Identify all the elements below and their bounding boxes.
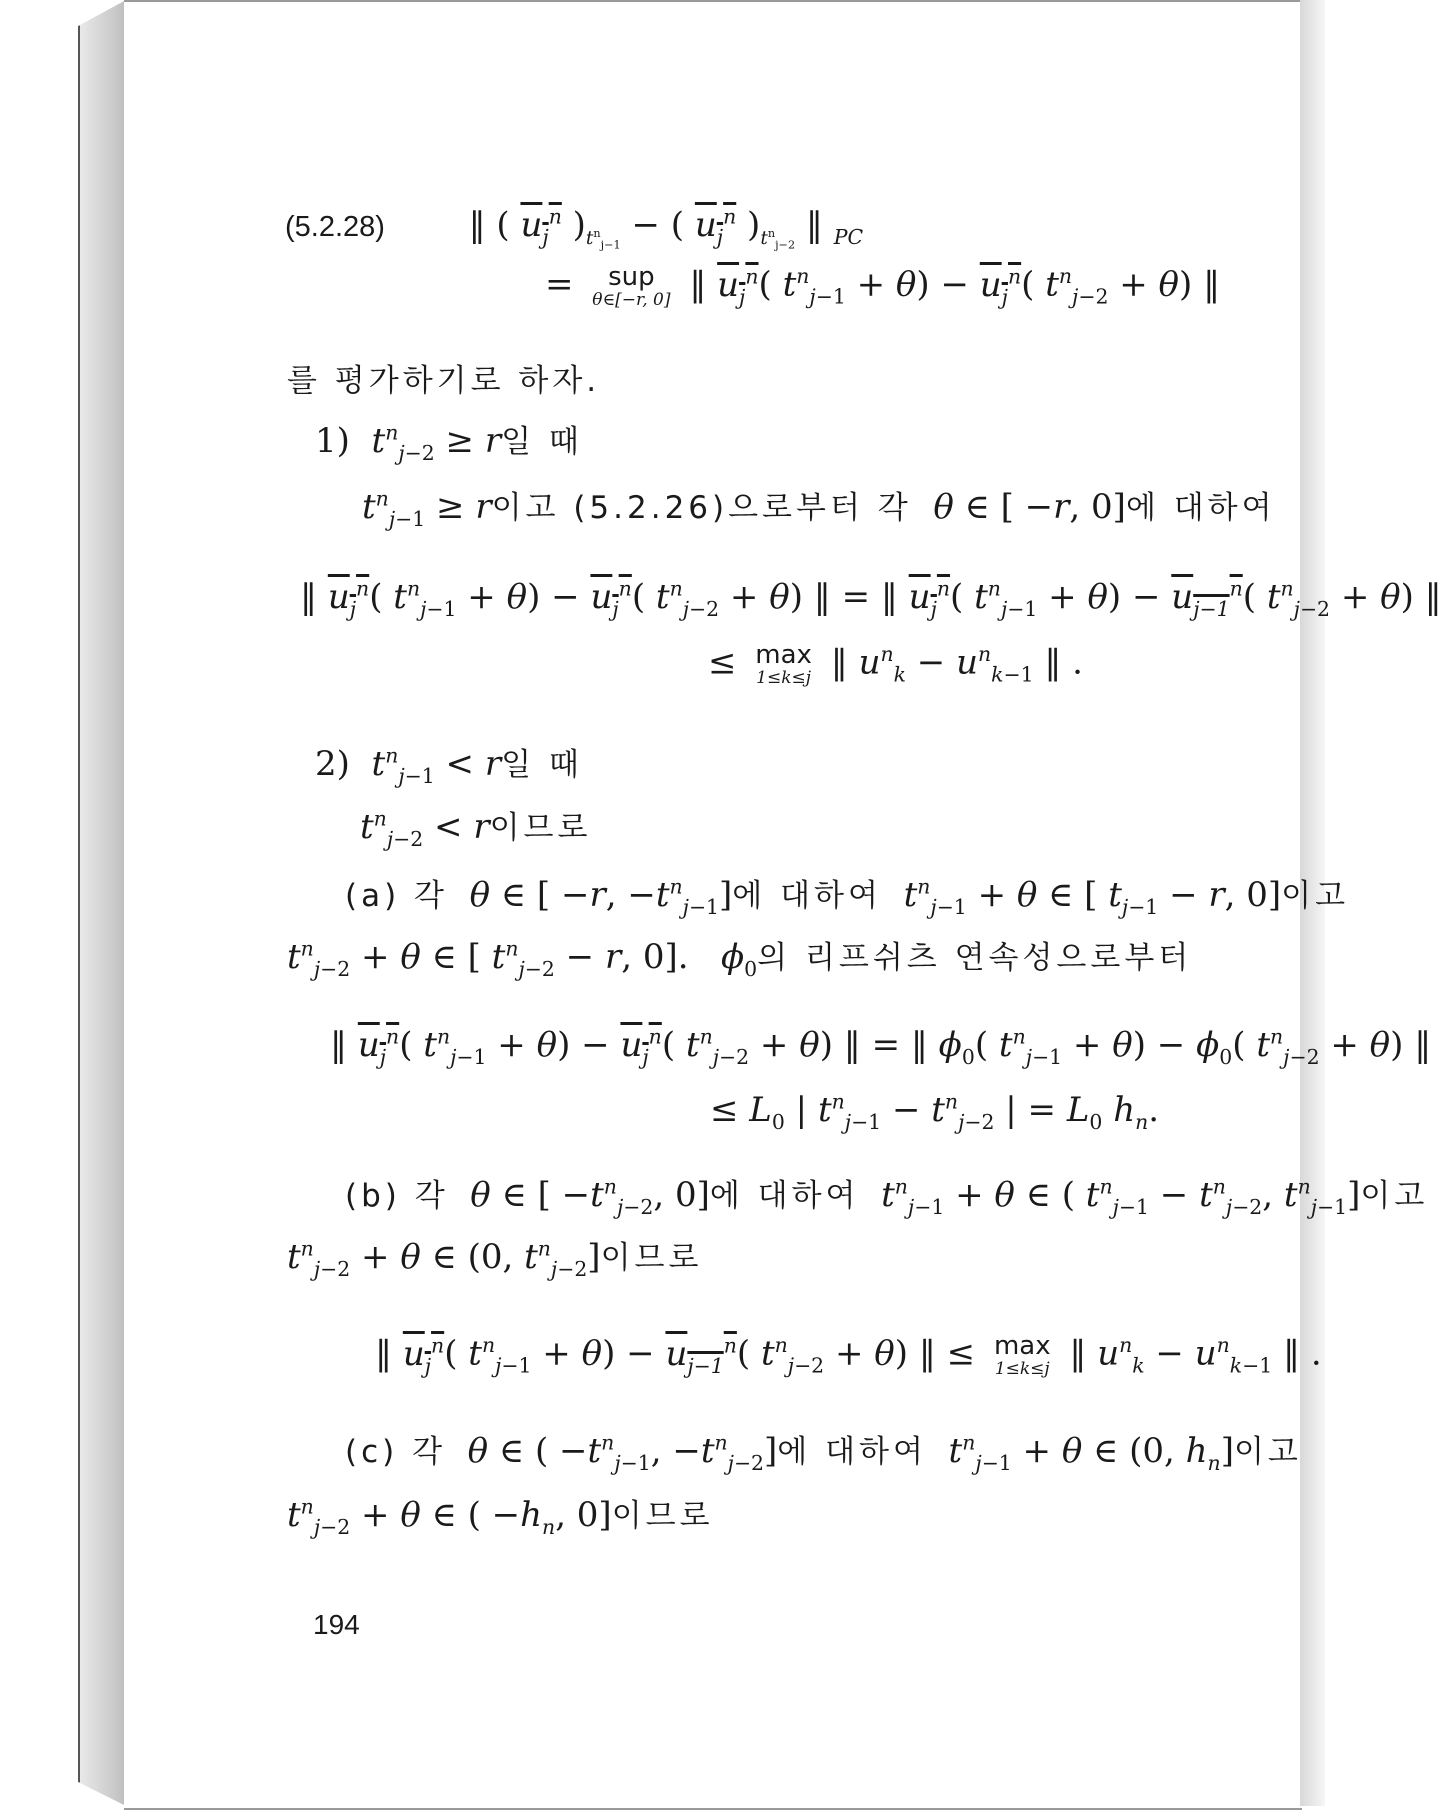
sub-a-line-2: $t^n_{j-2} + \theta$ ∈ [ $t^n_{j-2} - r$, 0]. $\phi_0$의 리프쉬츠 연속성으로부터	[287, 936, 1193, 981]
sub-a-line-1: (a) 각 θ ∈ [ −r, $-t^n_{j-1}$]에 대하여 $t^n_{j-1} + \theta$ ∈ [ $t_{j-1} - r$, 0]이고	[345, 874, 1350, 919]
sup-operator: sup θ∈[−r, 0]	[592, 262, 671, 310]
max-operator-b: max 1≤k≤j	[993, 1331, 1051, 1379]
book-page-stack	[78, 0, 130, 1806]
sub-a-equation-line-2: ≤ $L_0$ | $t^n_{j-1} - t^n_{j-2}$ | = $L_0$ $h_n$.	[710, 1089, 1160, 1134]
case-1-equation-line-2: ≤ max 1≤k≤j ‖ $u^n_k - u^n_{k-1}$ ‖ .	[708, 640, 1083, 688]
sub-c-line-1: (c) 각 θ ∈ ( $-t^n_{j-1}$, $-t^n_{j-2}$]에 대하여 $t^n_{j-1} + \theta$ ∈ (0, $h_n$]이고	[345, 1430, 1302, 1475]
page-number: 194	[313, 1609, 360, 1640]
sub-b-equation: ‖ $u_j^n$( $t^n_{j-1} + \theta) - u_{j-1}^n$( $t^n_{j-2} + \theta$) ‖ ≤ max 1≤k≤j ‖ $u^n_k - u^n_{k-1}$ ‖ .	[375, 1331, 1322, 1379]
book-edge-line	[78, 26, 80, 1782]
case-2-line-2: $t^n_{j-2} < r$이므로	[360, 806, 592, 851]
equation-label: (5.2.28)	[285, 211, 385, 243]
max-operator: max 1≤k≤j	[755, 640, 812, 688]
case-1-heading: 1) $t^n_{j-2} \ge r$일 때	[315, 420, 583, 465]
paragraph-intro: 를 평가하기로 하자.	[287, 363, 601, 399]
sub-c-line-2: $t^n_{j-2} + \theta$ ∈ ( $-h_n$, 0]이므로	[287, 1494, 714, 1539]
sub-a-equation-line-1: ‖ $u_j^n$( $t^n_{j-1} + \theta) - u_j^n$( $t^n_{j-2} + \theta$) ‖ = ‖ $\phi_0$( $t^n_{j-1} + \theta) - \phi_0$( $t^n_{j-2} + \theta$) ‖	[330, 1024, 1432, 1069]
equation-5-2-28-line-1: (5.2.28) ‖ ( $u_j^n$ )$_{t^n_{j-1}}$ − ( $u_j^n$ )$_{t^n_{j-2}}$ ‖ $_{PC}$	[285, 204, 864, 252]
case-2-heading: 2) $t^n_{j-1} < r$일 때	[315, 743, 583, 788]
sub-b-line-2: $t^n_{j-2} + \theta$ ∈ (0, $t^n_{j-2}$]이므로	[287, 1236, 703, 1281]
equation-5-2-28-line-2: = sup θ∈[−r, 0] ‖ $u_j^n$( $t^n_{j-1} + \theta) - u_j^n$( $t^n_{j-2} + \theta$) ‖	[545, 262, 1221, 310]
case-1-equation-line-1: ‖ $u_j^n$( $t^n_{j-1} + \theta) - u_j^n$( $t^n_{j-2} + \theta$) ‖ = ‖ $u_j^n$( $t^n_{j-1} + \theta) - u_{j-1}^n$( $t^n_{j-2} + \theta$) ‖	[300, 576, 1442, 621]
case-1-line-2: $t^n_{j-1} \ge r$이고 (5.2.26)으로부터 각 θ ∈ [ −r, 0]에 대하여	[362, 486, 1276, 531]
sub-b-line-1: (b) 각 θ ∈ [ $-t^n_{j-2}$, 0]에 대하여 $t^n_{j-1} + \theta$ ∈ ( $t^n_{j-1} - t^n_{j-2}$, $t^n_{j-1}$]이고	[345, 1174, 1429, 1219]
